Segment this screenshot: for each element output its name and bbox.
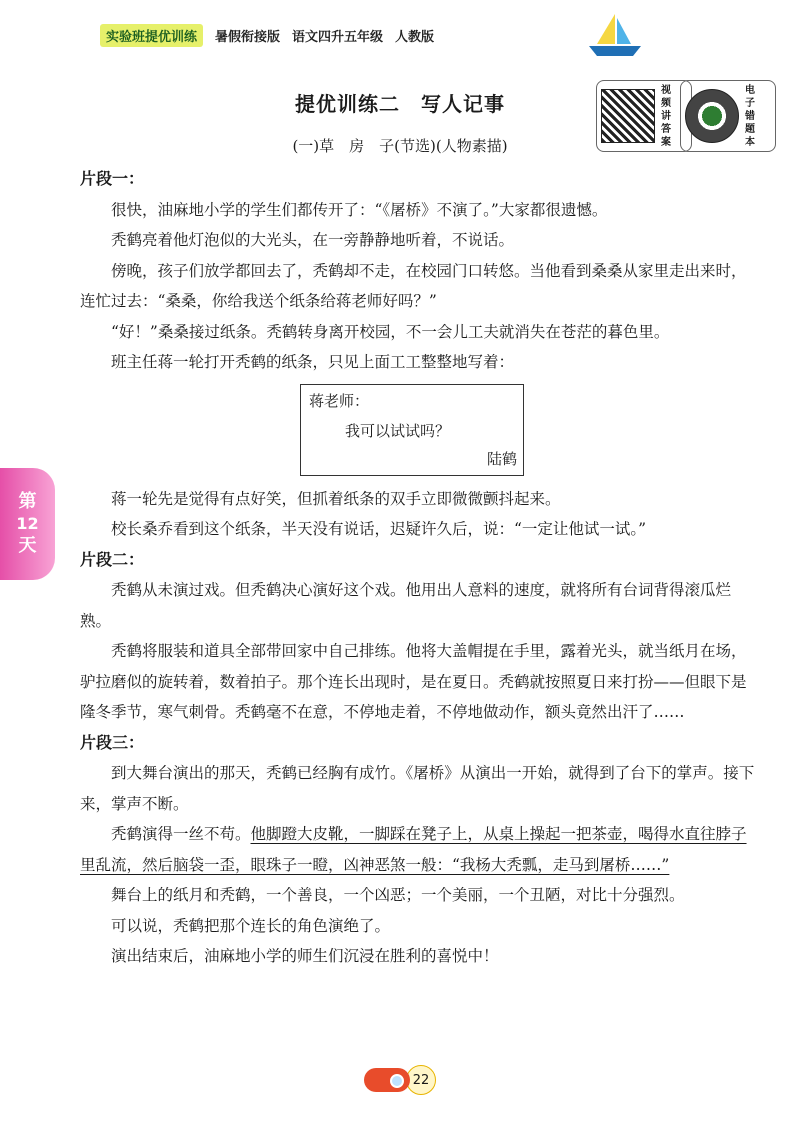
qr-code-icon	[685, 89, 739, 143]
segment-heading: 片段一：	[80, 169, 145, 188]
paragraph: 傍晚，孩子们放学都回去了，秃鹤却不走，在校园门口转悠。当他看到桑桑从家里走出来时，连忙过去：“桑桑，你给我送个纸条给蒋老师好吗？”	[80, 261, 747, 310]
error-book-qr[interactable]	[680, 80, 776, 152]
brand-label: 实验班提优训练	[100, 24, 203, 47]
paragraph: 舞台上的纸月和秃鹤，一个善良，一个凶恶；一个美丽，一个丑陋，对比十分强烈。	[111, 886, 685, 904]
day-tab-bottom: 天	[18, 535, 37, 556]
page-footer	[364, 1065, 436, 1095]
day-tab-top: 第	[18, 491, 37, 512]
qr-code-icon	[601, 89, 655, 143]
qr-label-char: 讲	[661, 110, 671, 122]
day-tab	[0, 468, 55, 580]
paragraph: 演出结束后，油麻地小学的师生们沉浸在胜利的喜悦中！	[111, 947, 499, 965]
qr-label-video	[659, 85, 673, 148]
grade-label: 语文四升五年级	[292, 30, 384, 45]
sailboat-icon	[585, 10, 645, 60]
qr-label-char: 频	[661, 97, 671, 109]
paragraph: 很快，油麻地小学的学生们都传开了：“《屠桥》不演了。”大家都很遗憾。	[111, 200, 608, 219]
qr-label-char: 视	[661, 84, 671, 96]
paragraph-lead: 秃鹤演得一丝不苟。	[111, 825, 251, 843]
paragraph: 秃鹤将服装和道具全部带回家中自己排练。他将大盖帽提在手里，露着光头，就当纸月在场，驴拉磨似的旋转着，数着拍子。那个连长出现时，是在夏日。秃鹤就按照夏日来打扮——但眼下是隆冬季节，寒气刺骨。秃鹤毫不在意，不停地走着，不停地做动作，额头竟然出汗了……	[80, 642, 747, 721]
edition-label: 人教版	[395, 30, 435, 45]
underlined-passage: 他脚蹬大皮靴，一脚踩在凳子上，从桌上操起一把茶壶，喝得水直往脖子里乱流，然后脑袋一歪，眼珠子一瞪，凶神恶煞一般：“我杨大秃瓢，走马到屠桥……”	[80, 825, 747, 874]
qr-label-char: 子	[745, 97, 755, 109]
note-signature: 陆鹤	[486, 449, 517, 468]
qr-label-char: 本	[745, 136, 755, 148]
paragraph: 可以说，秃鹤把那个连长的角色演绝了。	[111, 916, 391, 935]
page-subtitle: (一)草 房 子(节选)(人物素描)	[292, 137, 508, 155]
note-message: 我可以试试吗？	[345, 421, 451, 440]
submarine-icon	[364, 1068, 410, 1092]
video-answer-qr[interactable]	[596, 80, 692, 152]
paragraph: 秃鹤从未演过戏。但秃鹤决心演好这个戏。他用出人意料的速度，就将所有台词背得滚瓜烂熟。	[80, 581, 732, 630]
note-recipient: 蒋老师：	[309, 391, 370, 410]
paragraph: 校长桑乔看到这个纸条，半天没有说话，迟疑许久后，说：“一定让他试一试。”	[111, 520, 647, 538]
note-box	[300, 384, 524, 476]
paragraph: 秃鹤亮着他灯泡似的大光头，在一旁静静地听着，不说话。	[111, 231, 515, 249]
paragraph: 蒋一轮先是觉得有点好笑，但抓着纸条的双手立即微微颤抖起来。	[111, 489, 561, 508]
qr-label-char: 电	[745, 84, 755, 96]
qr-label-char: 答	[661, 123, 671, 135]
segment-heading: 片段二：	[80, 549, 145, 569]
qr-label-char: 题	[745, 123, 755, 135]
segment-heading: 片段三：	[80, 732, 145, 752]
paragraph: “好！”桑桑接过纸条。秃鹤转身离开校园，不一会儿工夫就消失在苍茫的暮色里。	[111, 322, 670, 341]
page-number: 22	[406, 1065, 436, 1095]
paragraph	[80, 819, 760, 880]
series-label: 暑假衔接版	[215, 30, 281, 45]
book-header	[100, 24, 434, 47]
qr-label-char: 错	[745, 110, 755, 122]
paragraph: 到大舞台演出的那天，秃鹤已经胸有成竹。《屠桥》从演出一开始，就得到了台下的掌声。接下来，掌声不断。	[80, 764, 755, 813]
qr-label-char: 案	[661, 136, 671, 148]
day-tab-number: 12	[16, 514, 39, 533]
reading-passage	[80, 164, 760, 972]
page-title: 提优训练二 写人记事	[295, 92, 505, 116]
paragraph: 班主任蒋一轮打开秃鹤的纸条，只见上面工工整整地写着：	[111, 353, 515, 371]
qr-label-errors	[743, 85, 757, 148]
